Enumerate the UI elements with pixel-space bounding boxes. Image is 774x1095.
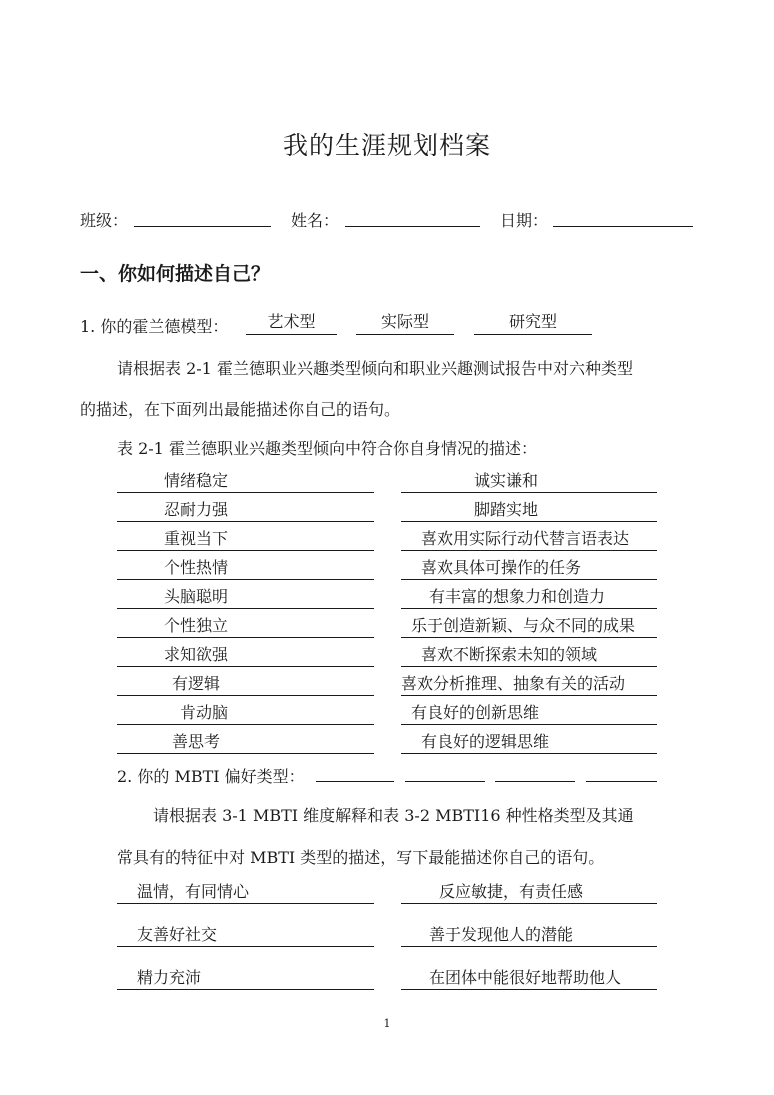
name-field[interactable] <box>345 226 480 227</box>
class-field[interactable] <box>134 226 271 227</box>
holland-left-item-2: 忍耐力强 <box>117 498 374 522</box>
holland-left-item-10: 善思考 <box>117 730 374 754</box>
holland-left-item-4: 个性热情 <box>117 556 374 580</box>
holland-type-2: 实际型 <box>356 310 454 335</box>
mbti-field-1[interactable] <box>316 781 394 782</box>
holland-right-item-5: 有丰富的想象力和创造力 <box>401 585 657 609</box>
holland-left-item-8: 有逻辑 <box>117 672 374 696</box>
holland-left-item-7: 求知欲强 <box>117 643 374 667</box>
holland-left-item-1: 情绪稳定 <box>117 469 374 493</box>
holland-right-item-7: 喜欢不断探索未知的领域 <box>401 643 657 667</box>
holland-instruction-1: 请根据表 2-1 霍兰德职业兴趣类型倾向和职业兴趣测试报告中对六种类型 <box>117 359 633 378</box>
holland-right-item-9: 有良好的创新思维 <box>401 701 657 725</box>
mbti-instruction-2: 常具有的特征中对 MBTI 类型的描述，写下最能描述你自己的语句。 <box>117 848 605 867</box>
mbti-right-item-3: 在团体中能很好地帮助他人 <box>401 966 657 990</box>
mbti-right-item-1: 反应敏捷，有责任感 <box>401 880 657 904</box>
page-title: 我的生涯规划档案 <box>282 131 491 160</box>
mbti-field-2[interactable] <box>405 781 485 782</box>
holland-right-item-4: 喜欢具体可操作的任务 <box>401 556 657 580</box>
section-heading: 一、你如何描述自己？ <box>80 263 271 285</box>
holland-left-item-9: 肯动脑 <box>117 701 374 725</box>
mbti-left-item-2: 友善好社交 <box>117 923 374 947</box>
holland-left-item-3: 重视当下 <box>117 527 374 551</box>
holland-right-item-6: 乐于创造新颖、与众不同的成果 <box>401 614 657 638</box>
name-label: 姓名： <box>291 211 340 230</box>
holland-right-item-10: 有良好的逻辑思维 <box>401 730 657 754</box>
mbti-field-3[interactable] <box>495 781 575 782</box>
holland-label: 1. 你的霍兰德模型： <box>80 317 229 336</box>
holland-right-item-3: 喜欢用实际行动代替言语表达 <box>401 527 657 551</box>
mbti-left-item-3: 精力充沛 <box>117 966 374 990</box>
date-label: 日期： <box>500 211 549 230</box>
class-label: 班级： <box>80 211 129 230</box>
holland-right-item-8: 喜欢分析推理、抽象有关的活动 <box>401 672 657 696</box>
holland-right-item-2: 脚踏实地 <box>401 498 657 522</box>
mbti-left-item-1: 温情，有同情心 <box>117 880 374 904</box>
holland-left-item-5: 头脑聪明 <box>117 585 374 609</box>
page-number: 1 <box>383 1017 391 1030</box>
holland-left-item-6: 个性独立 <box>117 614 374 638</box>
holland-right-item-1: 诚实谦和 <box>401 469 657 493</box>
mbti-label: 2. 你的 MBTI 偏好类型： <box>117 767 305 786</box>
holland-type-3: 研究型 <box>474 310 592 335</box>
table-caption: 表 2-1 霍兰德职业兴趣类型倾向中符合你自身情况的描述： <box>117 439 537 458</box>
mbti-instruction-1: 请根据表 3-1 MBTI 维度解释和表 3-2 MBTI16 种性格类型及其通 <box>153 806 634 825</box>
date-field[interactable] <box>553 226 693 227</box>
holland-instruction-2: 的描述，在下面列出最能描述你自己的语句。 <box>80 400 401 419</box>
mbti-field-4[interactable] <box>586 781 657 782</box>
holland-type-1: 艺术型 <box>246 310 337 335</box>
mbti-right-item-2: 善于发现他人的潜能 <box>401 923 657 947</box>
